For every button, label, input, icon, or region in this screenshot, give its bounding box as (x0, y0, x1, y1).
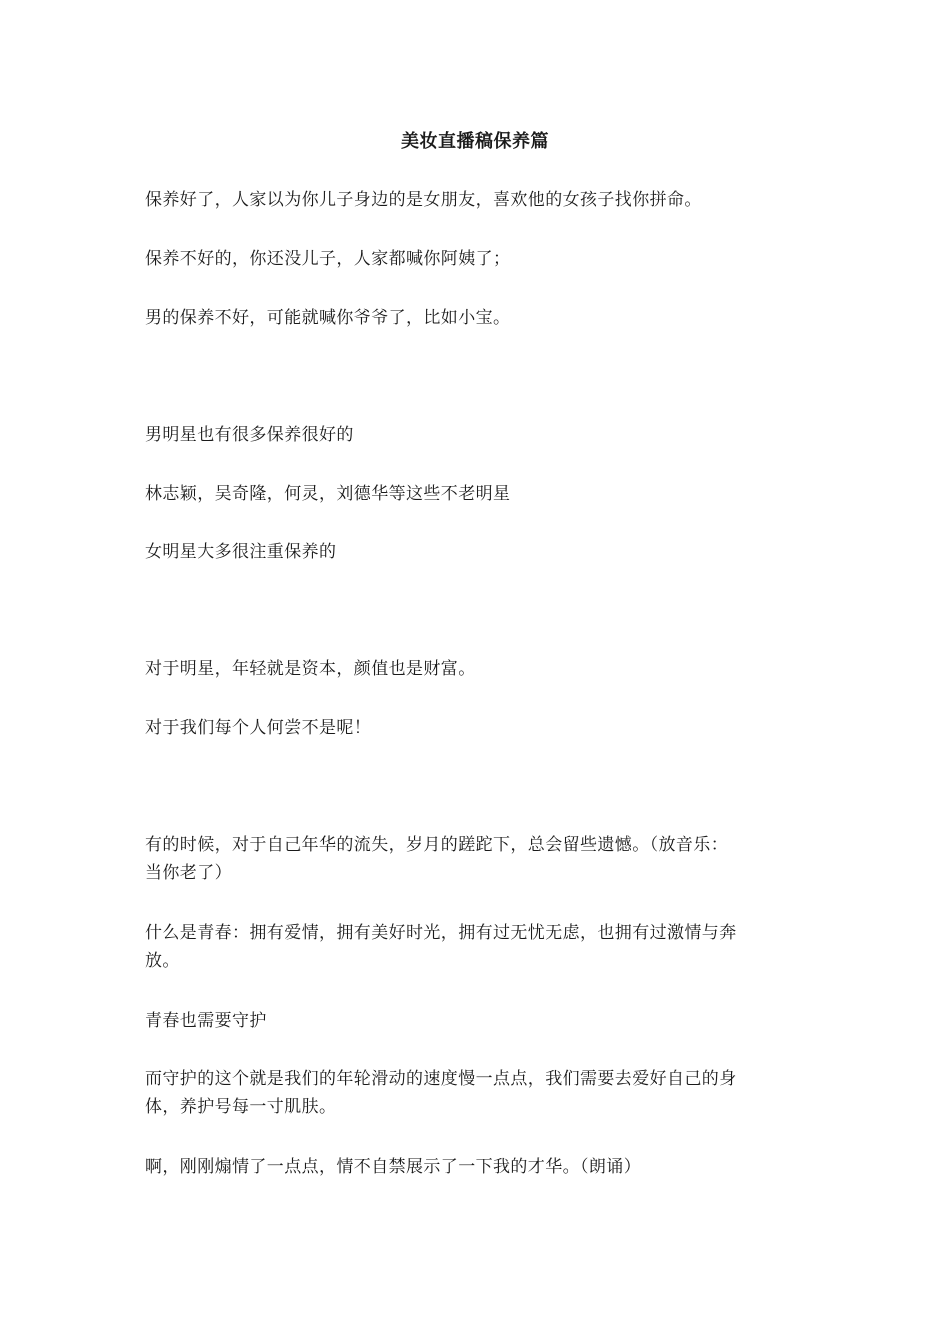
paragraph (145, 655, 805, 683)
paragraph-line: 对于明星，年轻就是资本，颜值也是财富。 (145, 659, 476, 679)
paragraph-line: 保养不好的，你还没儿子，人家都喊你阿姨了； (145, 249, 511, 269)
paragraph-line: 什么是青春：拥有爱情，拥有美好时光，拥有过无忧无虑，也拥有过激情与奔 (145, 923, 737, 943)
paragraph-line: 当你老了） (145, 863, 232, 883)
document-title: 美妆直播稿保养篇 (401, 131, 549, 152)
paragraph-line: 保养好了，人家以为你儿子身边的是女朋友，喜欢他的女孩子找你拼命。 (145, 190, 702, 210)
paragraph (145, 480, 805, 508)
paragraph-line: 有的时候，对于自己年华的流失，岁月的蹉跎下，总会留些遗憾。（放音乐： (145, 835, 729, 855)
paragraph (145, 831, 805, 887)
paragraph-line: 放。 (145, 951, 180, 971)
paragraph (145, 421, 805, 449)
paragraph (145, 186, 805, 214)
paragraph (145, 538, 805, 566)
paragraph (145, 1153, 805, 1181)
paragraph (145, 1065, 805, 1121)
paragraph (145, 714, 805, 742)
paragraph-line: 体，养护号每一寸肌肤。 (145, 1097, 337, 1117)
paragraph-line: 对于我们每个人何尝不是呢！ (145, 718, 372, 738)
paragraph (145, 1007, 805, 1035)
paragraph-line: 青春也需要守护 (145, 1011, 267, 1031)
paragraph (145, 304, 805, 332)
paragraph-line: 啊，刚刚煽情了一点点，情不自禁展示了一下我的才华。（朗诵） (145, 1157, 642, 1177)
paragraph-line: 林志颖，吴奇隆，何灵，刘德华等这些不老明星 (145, 484, 511, 504)
paragraph (145, 245, 805, 273)
paragraph-line: 男明星也有很多保养很好的 (145, 425, 354, 445)
paragraph (145, 919, 805, 975)
paragraph-line: 而守护的这个就是我们的年轮滑动的速度慢一点点，我们需要去爱好自己的身 (145, 1069, 737, 1089)
paragraph-line: 男的保养不好，可能就喊你爷爷了，比如小宝。 (145, 308, 511, 328)
paragraph-line: 女明星大多很注重保养的 (145, 542, 337, 562)
